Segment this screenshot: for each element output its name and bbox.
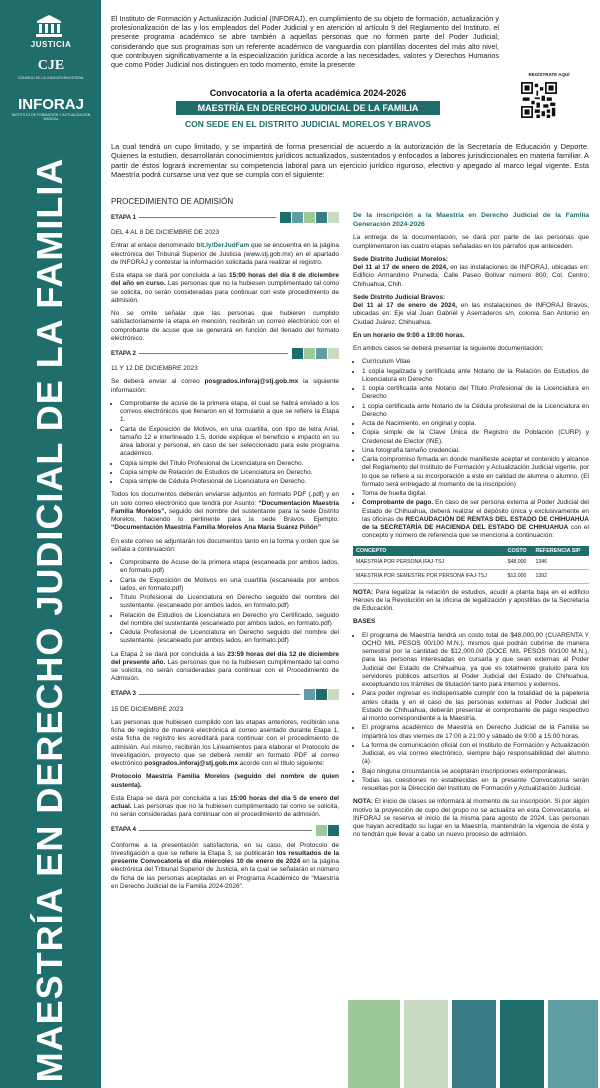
text: seguido del nombre del sustentante para la sede Distrito Morelos, haciendo lo pertinente para la sede Bravos. Ejemplo: <box>111 507 339 523</box>
decor-square <box>328 348 339 359</box>
etapa-2-paragraph-3: En este correo se adjuntarán los documentos tanto en la forma y orden que se señala a continuación: <box>111 537 339 553</box>
horario: En un horario de 9:00 a 19:00 horas. <box>353 331 465 339</box>
etapa-2-list-2 <box>111 559 339 646</box>
list-item: • La forma de comunicación oficial con el Instituto de Formación y Actualización Judicial, es vía correo electrónico, siempre bajo responsabilidad del alumno (a). <box>362 742 589 767</box>
payment-table <box>353 546 589 584</box>
etapa-2-date: 11 Y 12 DE DICIEMBRE 2023 <box>111 365 198 372</box>
list-item: • Cédula Profesional de Licenciatura en Derecho seguido del nombre del sustentante. (escaneado por ambos lados, en formato.pdf) <box>120 629 339 646</box>
list-item: • Carta de Exposición de Motivos en una cuartilla (escaneada por ambos lados, en formato.pdf) <box>120 577 339 594</box>
results-date-text: los resultados de la presente Convocatoria el día miércoles 10 de enero de 2024 <box>111 849 339 865</box>
judicial-seal-icon <box>34 14 64 38</box>
nota-inicio-clases <box>353 798 589 839</box>
list-item-pago <box>362 499 589 540</box>
table-row <box>353 556 589 569</box>
decor-square <box>304 348 315 359</box>
text: Conforme a la presentación satisfactoria, en su caso, del Protocolo de Investigación a que se refiere la Etapa 3, se publicarán <box>111 841 339 857</box>
etapa-1-header <box>111 212 339 223</box>
text: con el concepto y número de referencia que se menciona a continuación: <box>362 524 589 540</box>
decor-square <box>316 689 327 700</box>
etapa-1-paragraph-1 <box>111 242 339 267</box>
table-cell: $48,000 <box>505 556 533 569</box>
table-header-row <box>353 546 589 557</box>
etapa-1-paragraph-2 <box>111 272 339 305</box>
sede-morelos-dates: Del 11 al 17 de enero de 2024, <box>353 264 448 271</box>
sede-morelos <box>353 256 589 289</box>
pago-title: Comprobante de pago. <box>362 499 434 507</box>
table-header: CONCEPTO <box>353 546 505 557</box>
list-item: • Copia simple de Relación de Estudios de Licenciatura en Derecho. <box>120 469 339 477</box>
bases-title: BASES <box>353 618 376 626</box>
etapa-2-paragraph-2 <box>111 491 339 532</box>
list-item: • Para poder ingresar es indispensable cumplir con la totalidad de la papelería antes citada y en el caso de las personas externas al Poder Judicial del Estado de Chihuahua, deberán presentar el comprobante de pago respectivo al monto correspondiente a la Maestría. <box>362 690 589 723</box>
decor-block <box>404 1000 448 1088</box>
program-banner: MAESTRÍA EN DERECHO JUDICIAL DE LA FAMILIA <box>176 101 440 115</box>
etapa-2-header <box>111 348 339 359</box>
table-row <box>353 569 589 583</box>
list-item: • Currículum Vitae <box>362 358 589 366</box>
list-item: • Comprobante de Acuse de la primera etapa (escaneada por ambos lados, en formato.pdf) <box>120 559 339 576</box>
example-text: “Documentación Maestría Familia Morelos Ana María Suárez Piñón” <box>111 524 321 532</box>
decor-square <box>316 212 327 223</box>
list-item: • El programa de Maestría tendrá un costo total de $48,000.00 (CUARENTA Y OCHO MIL PESOS 00/100 M.N.), mismos que podrán cubrirse de manera semestral por la cantidad de $12,000.00 (DOCE MIL PESOS 00/100 M.N.), para las personas interesadas en cursarla y que sean externas al Poder Judicial del Estado de Chihuahua, ya que es totalmente gratuito para los servidores públicos adscritos al Poder Judicial del Estado de Chihuahua, exceptuando los trámites de titulación tanto para internos y externos. <box>362 632 589 690</box>
sede-subtitle: CON SEDE EN EL DISTRITO JUDICIAL MORELOS Y BRAVOS <box>184 119 432 129</box>
text: Las personas que no la hubiesen cumplimentado tal como se solicita, no serán consideradas para continuar con el procedimiento de admisión. <box>111 803 339 819</box>
decor-block <box>452 1000 496 1088</box>
list-item: • Copia simple del Título Profesional de Licenciatura en Derecho. <box>120 460 339 468</box>
decor-square <box>292 348 303 359</box>
divider <box>139 830 312 831</box>
sede-bravos-title: Sede Distrito Judicial Bravos: <box>353 293 446 301</box>
list-item: • Relación de Estudios de Licenciatura en Derecho y/o Certificado, seguido del nombre del sustentante (escaneado por ambos lados, en formato.pdf) <box>120 612 339 629</box>
list-item: • Acta de Nacimiento, en original y copia. <box>362 420 589 428</box>
logo-inforaj-subtitle: INSTITUTO DE FORMACIÓN Y ACTUALIZACIÓN JUDICIAL <box>11 113 91 121</box>
decor-square <box>328 212 339 223</box>
text: Se deberá enviar al correo <box>111 378 205 386</box>
deadline-text: 15:00 horas del día 5 de enero del actual. <box>111 794 339 810</box>
text: que se encuentra en la página electrónica del Tribunal Superior de Justicia (www.stj.gob.mx) en el apartado de INFORAJ y contestar la información solicitada para realizar el registro. <box>111 242 340 266</box>
sede-morelos-address: en las instalaciones de INFORAJ, ubicadas en: Edificio Armandino Pruneda; Calle Paseo Bolívar número 800; Col. Centro; Chihuahua, Chih. <box>353 264 590 288</box>
decor-square <box>328 825 339 836</box>
list-item: • Toma de huella digital. <box>362 490 589 498</box>
email-link[interactable]: posgrados.inforaj@stj.gob.mx <box>204 378 299 386</box>
divider <box>139 353 288 354</box>
nota-label: NOTA: <box>353 798 374 806</box>
etapa-2-paragraph-1 <box>111 378 339 395</box>
sede-bravos-address: en las instalaciones de INFORAJ Bravos, ubicadas en: Eje vial Juan Gabriel y Aserraderos s/n, colonia San Antonio en Ciudad Juárez, Chihuahua. <box>353 302 590 326</box>
list-item: • 1 copia legalizada y certificada ante Notario de la Relación de Estudios de Licenciatura en Derecho <box>362 368 589 385</box>
list-item: • 1 copia certificada ante Notario de la Cédula profesional de la Licenciatura en Derecho <box>362 403 589 420</box>
decor-block <box>348 1000 400 1088</box>
decor-square <box>292 212 303 223</box>
list-item: • Bajo ninguna circunstancia se aceptarán inscripciones extemporáneas. <box>362 768 589 776</box>
logo-justicia-text: JUSTICIA <box>30 40 72 49</box>
text: Entrar al enlace denominado <box>111 242 197 250</box>
decor-square <box>304 689 315 700</box>
table-header: REFERENCIA SIP <box>532 546 589 557</box>
etapa-3-date: 15 DE DICIEMBRE 2023 <box>111 705 184 713</box>
table-cell: 1392 <box>532 569 589 583</box>
qr-code-icon[interactable] <box>521 82 557 118</box>
list-item: • 1 copia certificada ante Notario del Título Profesional de la Licenciatura en Derecho <box>362 385 589 402</box>
text: Las personas que hubiesen cumplido con las etapas anteriores, recibirán una ficha de registro de manera electrónica al correo asentado durante Etapa 1, esta ficha de registro les acreditará para continuar con el procedimiento de admisión. Así mismo, recibirán los Lineamientos para elaborar el Protocolo de Investigación, proyecto que se deberá remitir en formato PDF al correo electrónico <box>111 718 339 767</box>
sede-bravos-dates: Del 11 al 17 de enero de 2024, <box>353 302 458 309</box>
sede-morelos-title: Sede Distrito Judicial Morelos: <box>353 255 448 263</box>
table-cell: MAESTRÍA POR PERSONA IFAJ-TSJ <box>353 556 505 569</box>
documentacion-list <box>353 358 589 540</box>
etapa-1-date: DEL 4 AL 8 DE DICIEMBRE DE 2023 <box>111 229 220 236</box>
logo-inforaj: INFORAJ <box>18 96 84 113</box>
table-header: COSTO <box>505 546 533 557</box>
inscripcion-paragraph: La entrega de la documentación, se dará por parte de las personas que cumplimentaron las cuatro etapas señaladas en los párrafos que anteceden. <box>353 234 589 250</box>
logo-cje-subtitle: CONSEJO DE LA JUDICATURA ESTATAL <box>17 76 85 80</box>
text: Esta etapa se dará por concluida a las <box>111 272 229 279</box>
subject-text: “Documentación Maestría Familia Morelos”, <box>111 499 340 515</box>
list-item: • Carta de Exposición de Motivos, en una cuartilla, con tipo de letra Arial, tamaño 12 e interlineado 1.5, donde explique el beneficio e impacto en su área laboral y personal, en caso de ser seleccionado para este programa académico. <box>120 426 339 459</box>
list-item: • Copia simple de la Clave Única de Registro de Población (CURP) y Credencial de Elector (INE). <box>362 429 589 446</box>
cupo-paragraph: La cual tendrá un cupo limitado, y se impartirá de forma presencial de acuerdo a la autorización de la Secretaría de Educación y Deporte. Quienes la estudien, desarrollarán conocimientos jurídicos actualizados, sustentados y enfocados a labores jurisdiccionales en materia familiar. A partir de éstos logrará incrementar su competencia laboral para un ejercicio jurídico riguroso, efectivo y apegado al marco legal vigente. Esta Maestría podrá cursarse una vez que se cumpla con el siguiente: <box>111 142 589 180</box>
decor-square <box>280 212 291 223</box>
etapa-4-header <box>111 825 339 836</box>
etapa-2-list <box>111 400 339 487</box>
deadline-text: 15:00 horas del día 8 de diciembre del año en curso. <box>111 272 339 288</box>
text: En caso de ser persona externa al Poder Judicial del Estado de Chihuahua, deberá realizar el depósito única y exclusivamente en las oficinas de <box>362 499 589 523</box>
list-item: • Carta compromiso firmada en donde manifieste aceptar el contenido y alcance del Reglamento del Instituto de Formación y Actualización Judicial vigente, por lo que se refiere a su incorporación a este en calidad de alumna o alumno. (El formato será entregado al momento de la inscripción) <box>362 456 589 489</box>
convocatoria-title: Convocatoria a la oferta académica 2024-2026 <box>209 88 407 98</box>
bases-list <box>353 632 589 794</box>
text: en la página electrónica del Tribunal Superior de Justicia, en la cual se señalarán el número de ficha de las personas aceptadas en el Programa Académico de “Maestría en Derecho Judicial de la Familia 2024-2026”. <box>111 858 339 890</box>
nota-legalizacion <box>353 589 589 614</box>
text: Para legalizar la relación de estudios, acudir a planta baja en el edificio Héroes de la Revolución en la oficina de legalización y apostillas de la Secretaría de Educación. <box>353 588 589 613</box>
etapa-3-paragraph-1 <box>111 719 339 769</box>
list-item: • El programa académico de Maestría en Derecho Judicial de la Familia se impartirá los días viernes de 17:00 a 21:00 y sábado de 9:00 a 15:00 horas. <box>362 724 589 741</box>
sidebar <box>0 0 101 1088</box>
vertical-title: MAESTRÍA EN DERECHO JUDICIAL DE LA FAMILIA <box>29 157 70 1083</box>
decor-square <box>316 348 327 359</box>
etapa-3-header <box>111 689 339 700</box>
etapa-3-protocol-title: Protocolo Maestría Familia Morelos (seguido del nombre de quien sustenta). <box>111 773 339 789</box>
logo-cje: CJE <box>37 58 65 73</box>
decor-square <box>304 212 315 223</box>
list-item: • Comprobante de acuse de la primera etapa, el cual se habrá enviado a los correos electrónicos que llenaron en el formulario a que se refiere la Etapa 1. <box>120 400 339 425</box>
text: Las personas que no la hubiesen cumplimentado tal como se solicita, no serán consideradas para continuar con este procedimiento de admisión. <box>111 280 339 304</box>
decor-square <box>316 825 327 836</box>
text: Las personas que no la hubiesen cumplimentado tal como se solicita, no serán consideradas para continuar con el Procedimiento de Admisión. <box>111 658 339 683</box>
decor-square <box>328 689 339 700</box>
text: la siguiente información: <box>111 378 339 394</box>
recaudacion-text: RECAUDACIÓN DE RENTAS DEL ESTADO DE CHIHUAHUA de la SECRETARÍA DE HACIENDA DEL ESTADO DE CHIHUAHUA <box>362 515 589 531</box>
text: Todos los documentos deberán enviarse adjuntos en formato PDF (.pdf) y en un solo correo electrónico que tendrá por Asunto: <box>111 491 339 507</box>
text: Esta Etapa se dará por concluida a las <box>111 794 230 802</box>
text: El inicio de clases se informará al momento de su inscripción. Si por algún motivo la proyección de cupo del grupo no se actualiza en esta Convocatoria, el INFORAJ se reserva el inicio de la misma para agosto de 2024. Las personas que hayan acreditado su lugar en la Maestría, mantendrán la vigencia de ésta y no tendrán que llevar a cabo un nuevo proceso de admisión. <box>353 798 589 839</box>
text: acorde con el título siguiente: <box>238 760 325 767</box>
sede-bravos <box>353 294 589 327</box>
nota-label: NOTA: <box>353 588 374 596</box>
intro-paragraph: El Instituto de Formación y Actualización Judicial (INFORAJ), en cumplimiento de su objeto de formación, actualización y profesionalización de las y los empleados del Poder Judicial y en atención al artículo 9 del Reglamento del Instituto, el presente programa académico se abre también a aquellas personas que no formen parte del Poder Judicial; considerando que sus programas son un referente académico de vanguardia con plantillas docentes del más alto nivel, que contribuyen significativamente a la especialización jurídica acorde a las necesidades, valores y Derechos Humanos que como Poder Judicial nos distinguen en todo momento, emite la presente <box>111 14 499 70</box>
decor-block <box>548 1000 598 1088</box>
text: La Etapa 2 se dará por concluida a las <box>111 650 228 658</box>
procedimiento-title: PROCEDIMIENTO DE ADMISIÓN <box>111 197 234 206</box>
list-item: • Una fotografía tamaño credencial. <box>362 447 589 455</box>
list-item: • Título Profesional de Licenciatura en Derecho seguido del nombre del sustentante. (escaneado por ambos lados, en formato.pdf) <box>120 594 339 611</box>
right-column <box>353 212 589 845</box>
etapa-3-label: ETAPA 3 <box>111 690 136 698</box>
etapa-4-label: ETAPA 4 <box>111 826 136 834</box>
etapa-1-paragraph-3: No se omite señalar que las personas que hubieren cumplido satisfactoriamente la etapa en mención, recibirán un correo electrónico con el comprobante de acuse que se generará en función del llenado del formato electrónico. <box>111 310 339 342</box>
etapa-4-paragraph-1 <box>111 842 339 892</box>
divider <box>139 694 300 695</box>
etapa-2-label: ETAPA 2 <box>111 349 136 357</box>
deadline-text: 23:59 horas del día 12 de diciembre del presente año. <box>111 650 339 666</box>
list-item: • Copia simple de Cédula Profesional de Licenciatura en Derecho. <box>120 478 339 486</box>
table-cell: MAESTRÍA POR SEMESTRE POR PERSONA IFAJ-TSJ <box>353 569 505 583</box>
qr-label: REGÍSTRATE AQUÍ <box>528 72 570 77</box>
etapa-2-paragraph-4 <box>111 651 339 684</box>
table-cell: 1346 <box>532 556 589 569</box>
divider <box>139 217 276 218</box>
email-link[interactable]: posgrados.inforaj@stj.gob.mx <box>144 760 238 767</box>
documentacion-intro: En ambos casos se deberá presentar la siguiente documentación: <box>353 345 544 352</box>
decor-block <box>500 1000 544 1088</box>
list-item: • Todas las cuestiones no establecidas en la presente Convocatoria serán resueltas por la Dirección del Instituto de Formación y Actualización Judicial. <box>362 777 589 794</box>
table-cell: $12,000 <box>505 569 533 583</box>
left-column <box>111 212 339 896</box>
etapa-3-paragraph-3 <box>111 795 339 820</box>
registration-link[interactable]: bit.ly/DerJudFam <box>196 242 250 250</box>
inscripcion-title: De la inscripción a la Maestría en Derecho Judicial de la Familia Generación 2024-2026 <box>353 212 589 228</box>
etapa-1-label: ETAPA 1 <box>111 213 136 221</box>
